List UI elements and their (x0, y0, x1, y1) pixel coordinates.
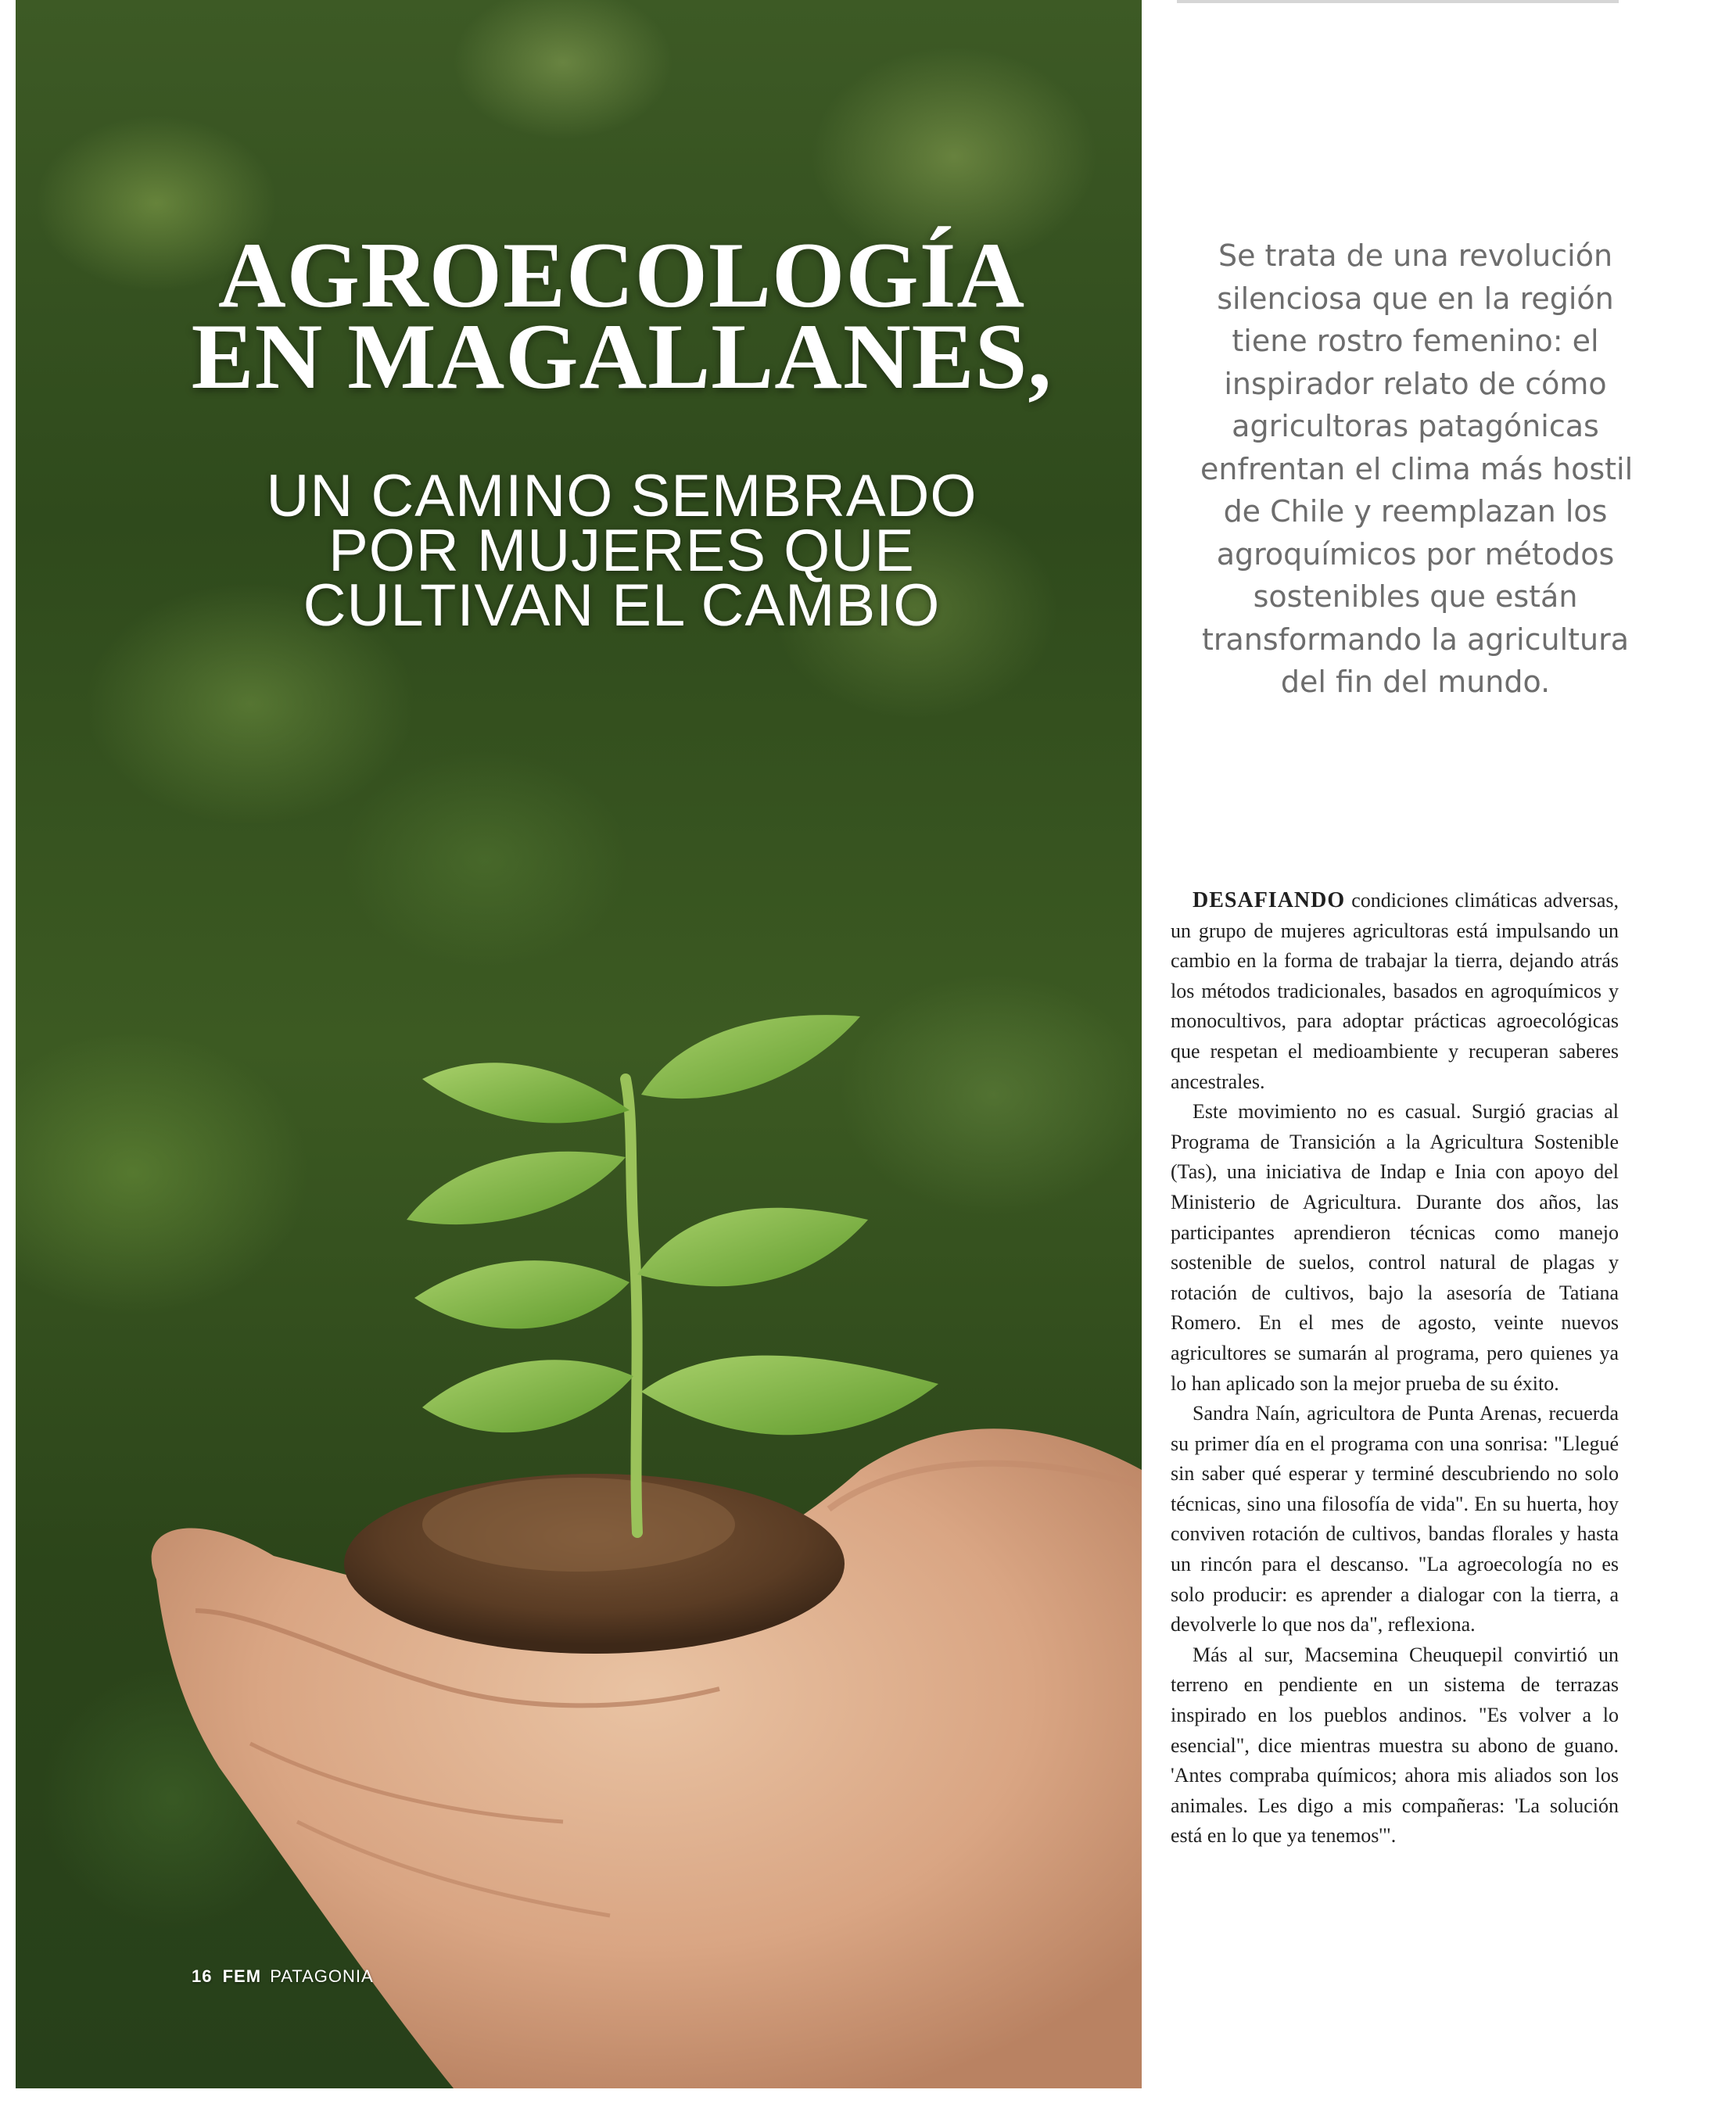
article-body (1171, 886, 1619, 1851)
deck-line: sostenibles que están (1253, 579, 1578, 614)
deck-line: silenciosa que en la región (1217, 281, 1614, 316)
body-paragraph: Sandra Naín, agricultora de Punta Arenas, recuerda su primer día en el programa con una sonrisa: "Llegué sin saber qué esperar y terminé descubriendo no solo técnicas, sino una filosofía de vida". En su huerta, hoy conviven rotación de cultivos, bandas florales y hasta un rincón para el descanso. "La agroecología no es solo producir: es aprender a dialogar con la tierra, a devolverle lo que nos da", reflexiona. (1171, 1402, 1619, 1636)
article-deck (1200, 235, 1634, 704)
page-folio (192, 1966, 374, 1987)
subheadline (172, 463, 1071, 639)
deck-line: Se trata de una revolución (1218, 238, 1613, 273)
subheadline-line: CULTIVAN EL CAMBIO (303, 572, 941, 639)
headline (133, 223, 1110, 408)
subheadline-line: UN CAMINO SEMBRADO (266, 463, 977, 529)
lead-text: condiciones climáticas adversas, un grupo de mujeres agricultoras está impulsando un cambio en la forma de trabajar la tierra, dejando atrás los métodos tradicionales, basados en agroquímicos y monocultivos, para adoptar prácticas agroecológicas que respetan el medioambiente y recuperan saberes ancestrales. (1171, 889, 1619, 1093)
deck-line: enfrentan el clima más hostil (1200, 451, 1634, 486)
deck-line: del fin del mundo. (1280, 665, 1551, 699)
top-divider (1177, 0, 1619, 3)
page-number: 16 (192, 1966, 213, 1986)
deck-line: agroquímicos por métodos (1216, 536, 1615, 572)
headline-line: EN MAGALLANES, (191, 304, 1053, 408)
deck-line: transformando la agricultura (1201, 622, 1630, 657)
deck-line: inspirador relato de cómo (1224, 366, 1607, 401)
brand-name: FEM (222, 1966, 262, 1986)
subheadline-line: POR MUJERES QUE (328, 518, 915, 584)
lead-word: DESAFIANDO (1193, 888, 1346, 912)
body-paragraph: Este movimiento no es casual. Surgió gracias al Programa de Transición a la Agricultura Sostenible (Tas), una iniciativa de Indap e Inia con apoyo del Ministerio de Agricultura. Durante dos años, las participantes aprendieron técnicas como manejo sostenible de suelos, control natural de plagas y rotación de cultivos, bajo la asesoría de Tatiana Romero. En el mes de agosto, veinte nuevos agricultores se sumarán al programa, pero quienes ya lo han aplicado son la mejor prueba de su éxito. (1171, 1100, 1619, 1395)
lead-paragraph (1171, 886, 1619, 1097)
hero-photo (16, 0, 1142, 2088)
deck-line: agricultoras patagónicas (1232, 409, 1599, 443)
deck-line: de Chile y reemplazan los (1223, 494, 1608, 529)
section-name: PATAGONIA (270, 1966, 374, 1986)
headline-line: AGROECOLOGÍA (217, 223, 1026, 327)
body-paragraph: Más al sur, Macsemina Cheuquepil convirtió un terreno en pendiente en un sistema de terrazas inspirado en los pueblos andinos. "Es volver a lo esencial", dice mientras muestra su abono de guano. 'Antes compraba químicos; ahora mis aliados son los animales. Les digo a mis compañeras: 'La solución está en lo que ya tenemos'". (1171, 1643, 1619, 1848)
deck-line: tiene rostro femenino: el (1232, 324, 1599, 358)
